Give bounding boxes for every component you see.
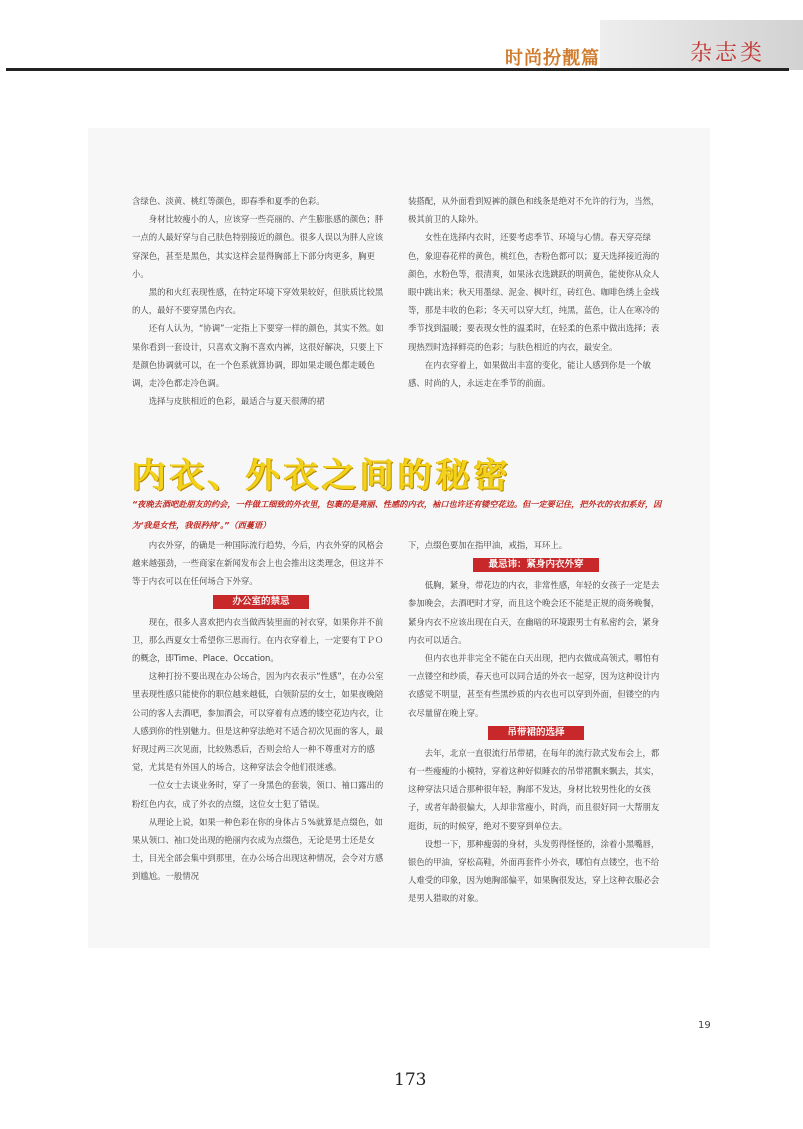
paragraph: 从理论上说，如果一种色彩在你的身体占５%就算是点缀色，如果从领口、袖口处出现的艳丽内衣成为点缀色，无论是男士还是女士，目光全部会集中到那里，在办公场合出现这种情况，会令对方感到尴尬。一般情况 [132, 816, 384, 882]
paragraph: 含绿色、淡黄、桃红等颜色，即春季和夏季的色彩。 [132, 196, 325, 206]
paragraph: 女性在选择内衣时，还要考虑季节、环境与心情。春天穿亮绿色，象迎春花样的黄色，桃红色，杏粉色都可以；夏天选择接近海的颜色，水粉色等，很清爽，如果泳衣选跳跃的明黄色，能使你从众人眼中跳出来；秋天用墨绿、泥金、枫叶红，砖红色、咖啡色绣上金线等，那是丰收的色彩；冬天可以穿大红，纯黑，蓝色，让人在寒冷的季节找到温暖；要表现女性的温柔时，在轻柔的色系中做出选择；表现热烈时选择鲜亮的色彩；与肤色相近的内衣，最安全。 [408, 232, 660, 352]
top-right-column [408, 192, 664, 392]
top-left-column [132, 192, 390, 410]
bottom-right-column [408, 536, 664, 908]
paragraph: 设想一下，那种瘦弱的身材，头发剪得怪怪的，涂着小黑嘴唇，银色的甲油，穿松高鞋，外面再套件小外衣，哪怕有点镂空，也不给人难受的印象，因为她胸部偏平，如果胸很发达，穿上这种衣服必会是男人猎取的对象。 [408, 838, 660, 904]
bottom-left-column [132, 536, 390, 886]
paragraph: 装搭配，从外面看到短裤的颜色和线条是绝对不允许的行为，当然，极其前卫的人除外。 [408, 196, 660, 225]
paragraph: 去年，北京一直很流行吊带裙，在每年的流行款式发布会上，都有一些瘦瘦的小模特，穿着这种好似睡衣的吊带裙飘来飘去，其实，这种穿法只适合那种很年轻，胸部不发达，身材比较男性化的女孩子，或者年龄很偏大，人却非常瘦小，时尚，而且很好同一大帮朋友逛街，玩的时候穿，绝对不要穿到单位去。 [408, 747, 660, 831]
article-pull-quote: “夜晚去酒吧赴朋友的约会，一件做工细致的外衣里，包裹的是亮丽、性感的内衣，袖口也许还有镂空花边。但一定要记住，把外衣的衣扣系好，因为‘我是女性，我很矜持’。”（西蔓语） [132, 499, 662, 530]
page-number: 173 [394, 1070, 427, 1090]
section-label: 时尚扮靓篇 [505, 48, 600, 69]
paragraph: 低胸，紧身，带花边的内衣，非常性感，年轻的女孩子一定是去参加晚会，去酒吧时才穿，而且这个晚会还不能是正规的商务晚餐，紧身内衣不应该出现在白天，在幽暗的环境跟男士有私密约会，紧身内衣可以适合。 [408, 580, 660, 645]
category-label: 杂志类 [690, 41, 766, 66]
paragraph: 黑的和火红表现性感，在特定环境下穿效果较好，但肤质比较黑的人，最好不要穿黑色内衣。 [132, 287, 384, 316]
paragraph: 选择与皮肤相近的色彩，最适合与夏天很薄的裙 [148, 396, 325, 407]
header-rule [6, 68, 789, 71]
paragraph: 内衣外穿，的确是一种国际流行趋势，今后，内衣外穿的风格会越来越强劲，一些商家在新闻发布会上也会推出这类理念，但这并不等于内衣可以在任何场合下外穿。 [132, 540, 384, 587]
paragraph: 现在，很多人喜欢把内衣当做西装里面的衬衣穿，如果你并不前卫，那么西夏女士希望你三思而行。在内衣穿着上，一定要有ＴＰＯ的概念，即Time、Place、Occation。 [132, 616, 384, 664]
section-heading-tight-innerwear: 最忌讳：紧身内衣外穿 [473, 558, 599, 572]
paragraph: 身材比较瘦小的人，应该穿一些亮丽的、产生膨胀感的颜色；胖一点的人最好穿与自己肤色特别接近的颜色。很多人误以为胖人应该穿深色，甚至是黑色，其实这样会显得胸部上下部分肉更多，胸更小。 [132, 214, 384, 279]
paragraph: 还有人认为，“协调”一定指上下要穿一样的颜色，其实不然。如果你看到一套设计，只喜欢文胸不喜欢内裤，这很好解决，只要上下是颜色协调就可以，在一个色系就算协调，即如果走暖色都走暖色调，走冷色都走冷色调。 [132, 323, 384, 389]
article-title: 内衣、外衣之间的秘密 [132, 456, 512, 496]
paragraph: 在内衣穿着上，如果做出丰富的变化，能让人感到你是一个敏感、时尚的人，永远走在季节的前面。 [408, 359, 651, 389]
paragraph: 下，点缀色要加在指甲油，戒指，耳环上。 [408, 540, 568, 550]
paragraph: 但内衣也并非完全不能在白天出现，把内衣做成高领式，哪怕有一点镂空和纱质，春天也可以同合适的外衣一起穿，因为这种设计内衣感觉不明显，甚至有些黑纱质的内衣也可以穿到外面，但镂空的内衣尽量留在晚上穿。 [408, 653, 660, 718]
inner-page-number: 19 [698, 1020, 711, 1031]
paragraph: 一位女士去谈业务时，穿了一身黑色的套装，领口、袖口露出的粉红色内衣，成了外衣的点缀，这位女士犯了错误。 [132, 780, 384, 809]
page-header [0, 0, 803, 72]
section-heading-office: 办公室的禁忌 [213, 595, 309, 609]
section-heading-slip-dress: 吊带裙的选择 [488, 726, 584, 740]
paragraph: 这种打扮不要出现在办公场合，因为内衣表示“性感”，在办公室里表现性感只能使你的职位越来越低，白领阶层的女士，如果夜晚陪公司的客人去酒吧，参加酒会，可以穿着有点透的镂空花边内衣，让人感到你的性别魅力。但是这种穿法绝对不适合初次见面的客人，最好现过两三次见面，比较熟悉后，否则会给人一种不尊重对方的感觉，尤其是有外国人的场合，这种穿法会令他们很迷惑。 [132, 671, 384, 773]
